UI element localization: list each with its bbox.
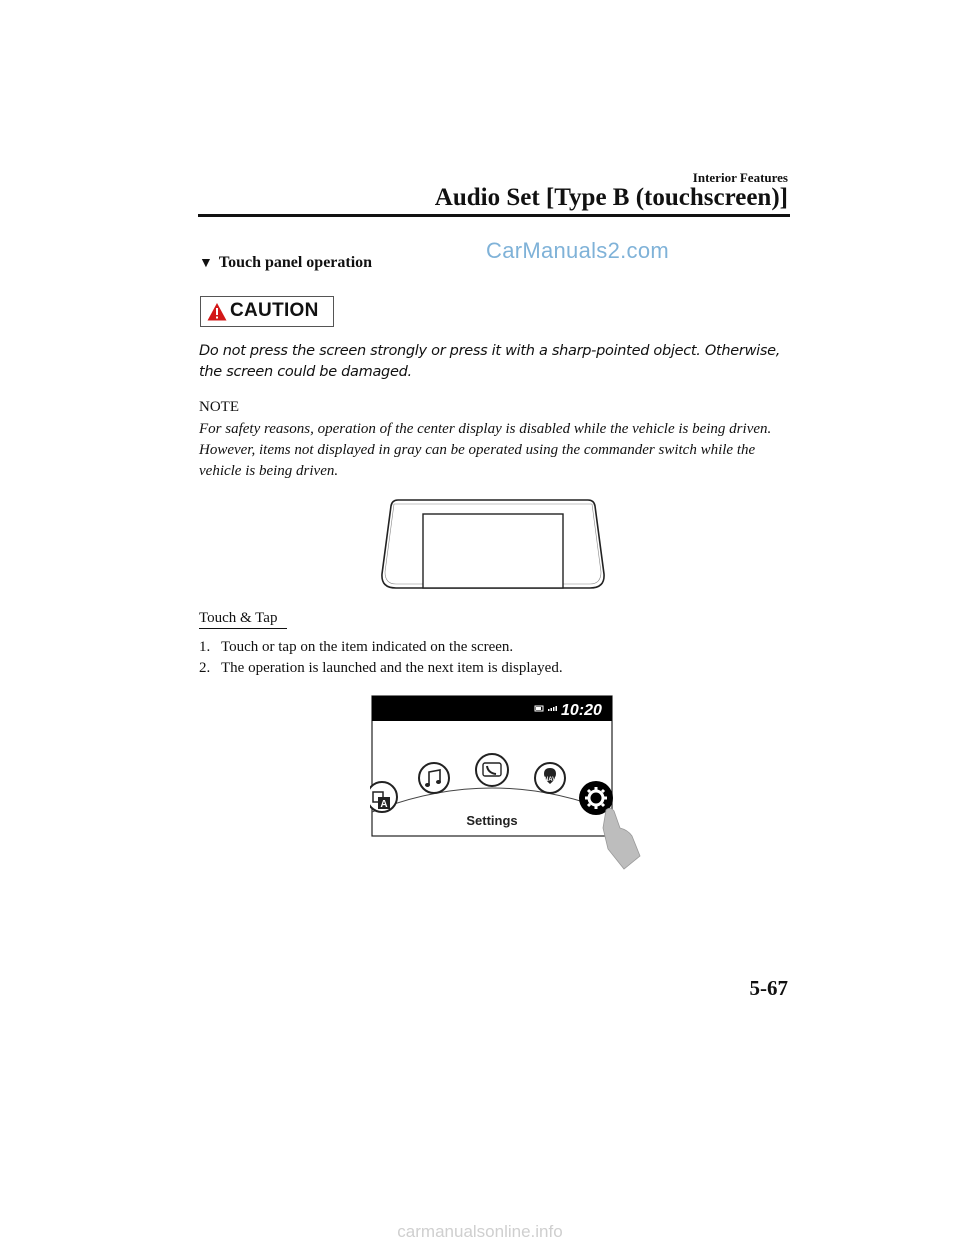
header-section-label: Interior Features <box>692 170 788 185</box>
caution-banner <box>200 296 334 327</box>
touchscreen-illustration <box>370 694 642 872</box>
app-badge: A <box>380 799 388 810</box>
music-icon[interactable] <box>419 763 449 793</box>
section-heading <box>199 254 372 272</box>
steps-list <box>199 637 563 679</box>
navigation-icon[interactable] <box>535 763 565 793</box>
clock-time: 10:20 <box>561 702 602 719</box>
triangle-marker-icon: ▼ <box>199 256 213 271</box>
finger-pointer-icon <box>603 808 640 869</box>
watermark-link[interactable]: CarManuals2.com <box>486 238 670 263</box>
note-label: NOTE <box>199 399 239 415</box>
footer-watermark-link[interactable]: carmanualsonline.info <box>397 1222 563 1241</box>
caution-label: CAUTION <box>230 300 319 321</box>
touch-tap-heading: Touch & Tap <box>199 610 278 626</box>
caution-text: Do not press the screen strongly or press it with a sharp-pointed object. Otherwise, the screen could be damaged. <box>199 343 781 380</box>
settings-menu-label: Settings <box>466 813 518 828</box>
section-heading-text: Touch panel operation <box>218 254 373 271</box>
nav-badge: NAV <box>543 777 557 783</box>
touch-tap-underline <box>199 628 287 629</box>
warning-icon <box>207 302 227 322</box>
page-title: Audio Set [Type B (touchscreen)] <box>434 184 788 211</box>
header-divider <box>198 214 790 217</box>
center-display-illustration <box>380 498 606 598</box>
page-number: 5-67 <box>749 976 788 1000</box>
note-text: For safety reasons, operation of the center display is disabled while the vehicle is being driven. However, items not displayed in gray can be operated using the commander switch while the vehicle is being driven. <box>199 421 772 479</box>
phone-icon[interactable] <box>476 754 508 786</box>
list-item: 1. Touch or tap on the item indicated on the screen. <box>199 639 514 655</box>
list-item: 2. The operation is launched and the next item is displayed. <box>199 660 563 676</box>
apps-icon[interactable] <box>370 782 397 812</box>
